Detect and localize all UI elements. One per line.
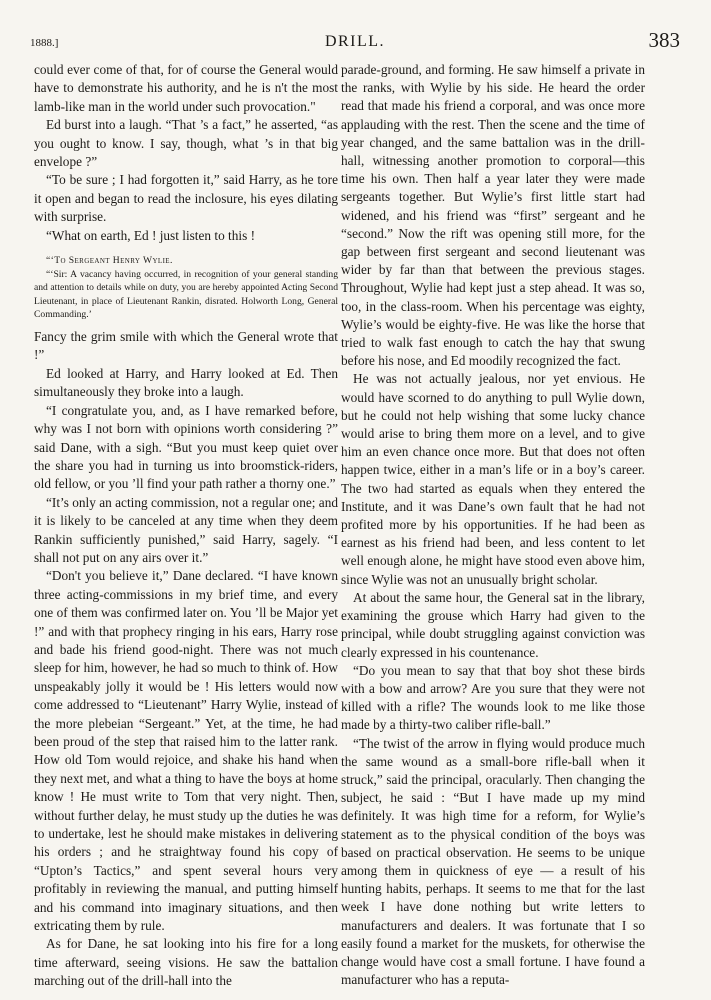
right-column	[341, 61, 645, 989]
paragraph: parade-ground, and forming. He saw himself a private in the ranks, with Wylie by his side. He heard the order read that made his friend a corporal, and was once more applauding with the rest. Then the scene and the time of year changed, and the same battalion was in the drill-hall, witnessing another promotion to corporal—this time his own. Then half a year later they were made sergeants together. But Wylie’s first little start had widened, and his friend was “first” sergeant and he “second.” Now the rift was opening still more, for the gap between first sergeant and second lieutenant was wider by far than that between the previous stages. Throughout, Wylie had kept just a step ahead. It was so, too, in the class-room. When his percentage was eighty, Wylie’s would be eighty-five. He was like the horse that tried to walk fast enough to catch the hay that swung before his nose, and Ed moodily recognized the fact.	[341, 62, 645, 369]
paragraph: could ever come of that, for of course the General would have to demonstrate his authority, and he is n't the most lamb-like man in the world under such provocation."	[34, 62, 338, 114]
paragraph: “It’s only an acting commission, not a regular one; and it is likely to be canceled at any time when they deem Rankin sufficiently punished,” said Harry, sagely. “I shall not put on any airs over it.”	[34, 494, 338, 565]
running-header	[26, 30, 684, 58]
left-column	[34, 61, 338, 991]
paragraph: He was not actually jealous, nor yet envious. He would have scorned to do anything to pull Wylie down, but he could not help wishing that some lucky chance would arise to bring them more on a level, and to give him an even chance once more. But that does not often happen twice, either in a man’s life or in a boy’s career. The two had started as equals when they entered the Institute, and it was Dane’s own fault that he had not profited more by his opportunities. If he had been as earnest as his friend had been, and less content to let well enough alone, he might have stood even above him, since Wylie was not an unusually bright scholar.	[341, 371, 645, 587]
paragraph: “Don't you believe it,” Dane declared. “I have known three acting-commissions in my brief time, and every one of them was confirmed later on. You ’ll be Major yet !” and with that prophecy ringing in his ears, Harry rose and bade his friend good-night. There was not much sleep for him, however, he had so much to think of. How unspeakably jolly it would be ! His letters would now come addressed to “Lieutenant” Harry Wylie, instead of the more plebeian “Sergeant.” Yet, at the time, he had been proud of the step that raised him to the latter rank. How old Tom would rejoice, and shake his hand when they next met, and what a thing to have the boys at home know ! He must write to Tom that very night. Then, without further delay, he must study up the duties he was to undertake, lest he should make mistakes in delivering his orders ; and he straightway found his copy of “Upton’s Tactics,” and spent several hours very profitably in reviewing the manual, and putting himself and his command into imaginary situations, and then extricating them by rule.	[34, 568, 338, 934]
paragraph: At about the same hour, the General sat in the library, examining the grouse which Harry had given to the principal, while doubt struggling against conviction was clearly expressed in his countenance.	[341, 589, 645, 660]
letter-salutation: “‘To Sergeant Henry Wylie.	[46, 255, 173, 267]
header-title: DRILL.	[324, 33, 386, 50]
page-number: 383	[648, 28, 680, 52]
header-date: 1888.]	[30, 37, 59, 49]
letter-body: “‘Sir: A vacancy having occurred, in recognition of your general standing and attention to details while on duty, you are hereby appointed Acting Second Lieutenant, in place of Lieutenant Rankin, disrated. Holworth Long, General Commanding.’	[34, 269, 338, 320]
paragraph: Fancy the grim smile with which the General wrote that !”	[34, 329, 338, 363]
paragraph: “To be sure ; I had forgotten it,” said Harry, as he tore it open and began to read the inclosure, his eyes dilating with surprise.	[34, 172, 338, 225]
paragraph: “The twist of the arrow in flying would produce much the same wound as a small-bore rifle-ball when it struck,” said the principal, oracularly. Then changing the subject, he said : “But I have made up my mind definitely. It was high time for a reform, for Wylie’s statement as to the physical condition of the boys was based on practical observation. He seems to be unique among them in quickness of eye — a result of his hunting habits, perhaps. It seems to me that for the last week I have done nothing but write letters to manufacturers and dealers. It was fortunate that I so easily found a market for the muskets, for otherwise the change would have cost a small fortune. I have found a manufacturer who has a reputa-	[341, 735, 645, 988]
paragraph: “What on earth, Ed ! just listen to this !	[46, 227, 256, 243]
paragraph: “Do you mean to say that that boy shot these birds with a bow and arrow? Are you sure that they were not killed with a rifle? The wounds look to me like those made by a thirty-two caliber rifle-ball.”	[341, 662, 645, 733]
paragraph: Ed looked at Harry, and Harry looked at Ed. Then simultaneously they broke into a laugh.	[34, 365, 338, 400]
paragraph: Ed burst into a laugh. “That ’s a fact,” he asserted, “as you ought to know. I say, though, what ’s in that big envelope ?”	[34, 117, 338, 170]
paragraph: As for Dane, he sat looking into his fire for a long time afterward, seeing visions. He saw the battalion marching out of the drill-hall into the	[34, 936, 338, 989]
paragraph: “I congratulate you, and, as I have remarked before, why was I not born with opinions worth considering ?” said Dane, with a sigh. “But you must keep quiet over the share you had in turning us into broomstick-riders, old fellow, or you ’ll find your path rather a thorny one.”	[34, 402, 338, 492]
